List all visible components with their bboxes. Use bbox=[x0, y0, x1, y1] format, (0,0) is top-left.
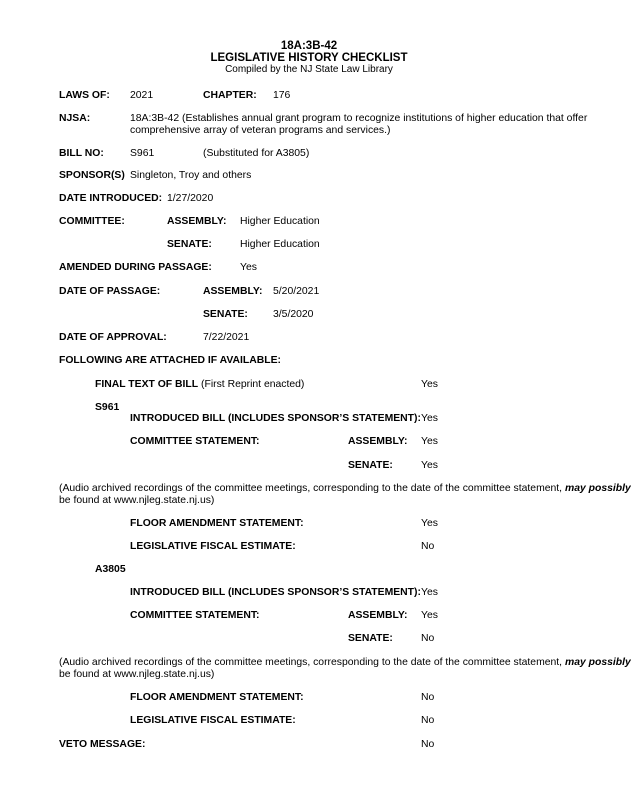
statute-number: 18A:3B-42 bbox=[280, 40, 338, 52]
sponsor-value: Singleton, Troy and others bbox=[130, 170, 252, 181]
amended-label: AMENDED DURING PASSAGE: bbox=[59, 262, 212, 273]
a3805-introduced-label: INTRODUCED BILL (INCLUDES SPONSOR’S STATEMENT): bbox=[130, 587, 421, 598]
veto-message-value: No bbox=[421, 739, 435, 750]
date-of-passage-label: DATE OF PASSAGE: bbox=[59, 286, 161, 297]
a3805-assembly-label: ASSEMBLY: bbox=[348, 610, 408, 621]
page-title: LEGISLATIVE HISTORY CHECKLIST bbox=[210, 52, 408, 64]
s961-introduced-value: Yes bbox=[421, 413, 438, 424]
a3805-assembly-value: Yes bbox=[421, 610, 438, 621]
s961-floor-label: FLOOR AMENDMENT STATEMENT: bbox=[130, 518, 304, 529]
committee-label: COMMITTEE: bbox=[59, 216, 125, 227]
final-text-row bbox=[95, 379, 304, 391]
audio-note-text: (Audio archived recordings of the committee meetings, corresponding to the date of the committee statement, bbox=[59, 483, 565, 494]
s961-senate-label: SENATE: bbox=[348, 460, 393, 471]
chapter-label: CHAPTER: bbox=[203, 90, 257, 101]
s961-assembly-label: ASSEMBLY: bbox=[348, 436, 408, 447]
page-subtitle: Compiled by the NJ State Law Library bbox=[225, 64, 393, 75]
s961-fiscal-value: No bbox=[421, 541, 435, 552]
s961-introduced-label: INTRODUCED BILL (INCLUDES SPONSOR’S STATEMENT): bbox=[130, 413, 421, 424]
s961-floor-value: Yes bbox=[421, 518, 438, 529]
committee-senate-value: Higher Education bbox=[240, 239, 320, 250]
audio-note-line1 bbox=[59, 483, 631, 495]
laws-of-value: 2021 bbox=[130, 90, 154, 101]
s961-fiscal-label: LEGISLATIVE FISCAL ESTIMATE: bbox=[130, 541, 296, 552]
s961-committee-label: COMMITTEE STATEMENT: bbox=[130, 436, 260, 447]
committee-assembly-value: Higher Education bbox=[240, 216, 320, 227]
committee-senate-label: SENATE: bbox=[167, 239, 212, 250]
bill-no-label: BILL NO: bbox=[59, 148, 104, 159]
veto-message-label: VETO MESSAGE: bbox=[59, 739, 146, 750]
attached-heading: FOLLOWING ARE ATTACHED IF AVAILABLE: bbox=[59, 355, 282, 366]
bill-no-value: S961 bbox=[130, 148, 155, 159]
laws-of-label: LAWS OF: bbox=[59, 90, 110, 101]
committee-assembly-label: ASSEMBLY: bbox=[167, 216, 227, 227]
bill-substitution-note: (Substituted for A3805) bbox=[203, 148, 310, 159]
a3805-fiscal-label: LEGISLATIVE FISCAL ESTIMATE: bbox=[130, 715, 296, 726]
a3805-committee-label: COMMITTEE STATEMENT: bbox=[130, 610, 260, 621]
a3805-floor-value: No bbox=[421, 692, 435, 703]
s961-label: S961 bbox=[95, 402, 120, 413]
audio-note-2-line1 bbox=[59, 657, 631, 669]
passage-senate-label: SENATE: bbox=[203, 309, 248, 320]
final-text-note: (First Reprint enacted) bbox=[201, 379, 305, 390]
a3805-label: A3805 bbox=[95, 564, 126, 575]
a3805-floor-label: FLOOR AMENDMENT STATEMENT: bbox=[130, 692, 304, 703]
date-introduced-value: 1/27/2020 bbox=[167, 193, 214, 204]
chapter-value: 176 bbox=[273, 90, 291, 101]
sponsor-label: SPONSOR(S) bbox=[59, 170, 125, 181]
passage-assembly-value: 5/20/2021 bbox=[273, 286, 320, 297]
audio-note-2-line2: be found at www.njleg.state.nj.us) bbox=[59, 669, 215, 680]
s961-senate-value: Yes bbox=[421, 460, 438, 471]
date-of-approval-value: 7/22/2021 bbox=[203, 332, 250, 343]
s961-assembly-value: Yes bbox=[421, 436, 438, 447]
amended-value: Yes bbox=[240, 262, 257, 273]
date-of-approval-label: DATE OF APPROVAL: bbox=[59, 332, 167, 343]
audio-note-emphasis: may possibly bbox=[564, 483, 631, 494]
audio-note-line2: be found at www.njleg.state.nj.us) bbox=[59, 495, 215, 506]
passage-assembly-label: ASSEMBLY: bbox=[203, 286, 263, 297]
final-text-value: Yes bbox=[421, 379, 438, 390]
a3805-fiscal-value: No bbox=[421, 715, 435, 726]
njsa-description-line1: 18A:3B-42 (Establishes annual grant program to recognize institutions of higher education that offer bbox=[130, 113, 588, 124]
a3805-senate-value: No bbox=[421, 633, 435, 644]
date-introduced-label: DATE INTRODUCED: bbox=[59, 193, 163, 204]
a3805-introduced-value: Yes bbox=[421, 587, 438, 598]
audio-note-2-emphasis: may possibly bbox=[564, 657, 631, 668]
audio-note-2-text: (Audio archived recordings of the committee meetings, corresponding to the date of the committee statement, bbox=[59, 657, 565, 668]
final-text-label: FINAL TEXT OF BILL bbox=[95, 379, 199, 390]
passage-senate-value: 3/5/2020 bbox=[273, 309, 314, 320]
a3805-senate-label: SENATE: bbox=[348, 633, 393, 644]
njsa-description-line2: comprehensive array of veteran programs and services.) bbox=[130, 125, 391, 136]
njsa-label: NJSA: bbox=[59, 113, 91, 124]
